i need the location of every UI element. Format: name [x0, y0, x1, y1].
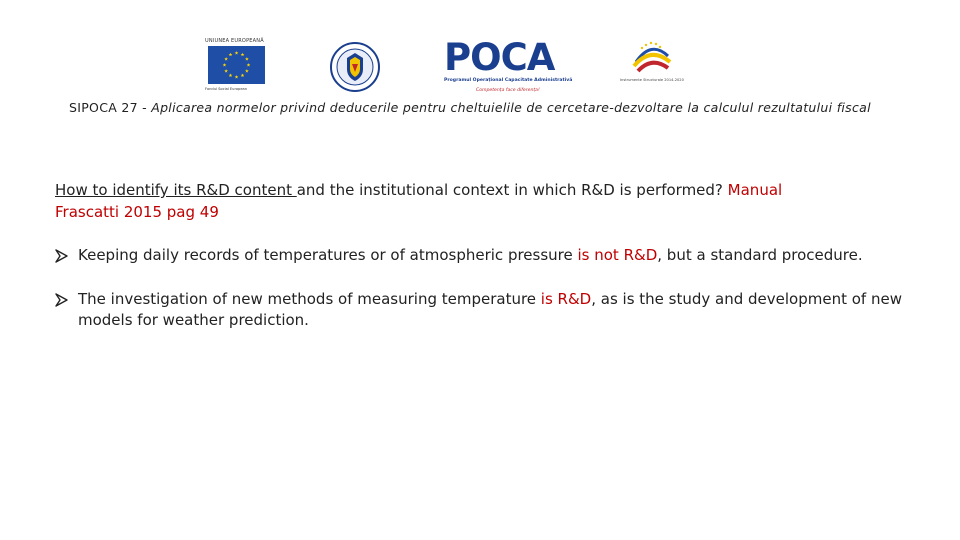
bullet-item-is-rd [55, 289, 915, 332]
eu-logo-caption-bottom: Fondul Social European [205, 87, 248, 91]
eu-star [229, 73, 233, 77]
government-emblem-logo [330, 42, 380, 92]
eu-star [223, 63, 227, 67]
bullet-item-not-rd [55, 245, 915, 267]
bullet-2-text-before: The investigation of new methods of measuring temperature [78, 289, 541, 308]
eu-star [235, 75, 239, 79]
poca-logo [444, 36, 573, 96]
project-title: Aplicarea normelor privind deducerile pentru cheltuielile de cercetare-dezvoltare la calculul rezultatului fiscal [151, 100, 871, 115]
bullet-1-text-after: , but a standard procedure. [657, 246, 863, 264]
poca-logo-tagline: Competența face diferența! [476, 88, 540, 93]
eu-logo [205, 38, 267, 94]
bullet-1-highlight: is not R&D [577, 246, 658, 264]
eu-star [245, 69, 249, 73]
intro-reference-line2: Frascatti 2015 pag 49 [55, 202, 219, 221]
eu-star [224, 57, 228, 61]
arrow-bullet-icon [55, 245, 73, 270]
eu-star [224, 69, 228, 73]
project-header [69, 100, 909, 115]
slide-content [55, 180, 915, 354]
structural-instruments-caption: Instrumente Structurale 2014-2020 [620, 78, 684, 82]
intro-question-text: and the institutional context in which R&D is performed? [296, 181, 728, 199]
eu-logo-caption-top: UNIUNEA EUROPEANĂ [205, 38, 264, 44]
eu-star [241, 53, 245, 57]
eu-star [241, 73, 245, 77]
government-seal-icon [330, 42, 380, 92]
eu-star [245, 57, 249, 61]
intro-reference-line1: Manual [727, 181, 783, 199]
intro-paragraph [55, 180, 915, 223]
poca-logo-wordmark: POCA [444, 36, 555, 79]
poca-logo-subtitle: Programul Operațional Capacitate Administrativă [444, 78, 573, 83]
bullet-2-highlight: is R&D [540, 289, 592, 308]
eu-stars-icon [208, 46, 265, 84]
eu-star [229, 53, 233, 57]
bullet-1-text-before: Keeping daily records of temperatures or of atmospheric pressure [78, 246, 578, 264]
eu-star [235, 51, 239, 55]
project-code: SIPOCA 27 [69, 100, 138, 115]
arrow-bullet-icon [55, 289, 73, 314]
eu-flag-icon [208, 46, 265, 84]
intro-underlined-question: How to identify its R&D content [55, 181, 297, 199]
eu-star [247, 63, 251, 67]
structural-instruments-logo [620, 38, 682, 98]
structural-instruments-emblem-icon [620, 38, 682, 78]
header-separator: - [137, 100, 152, 115]
bullet-2-text-after: , as is the study and development of new models for weather prediction. [78, 289, 902, 329]
